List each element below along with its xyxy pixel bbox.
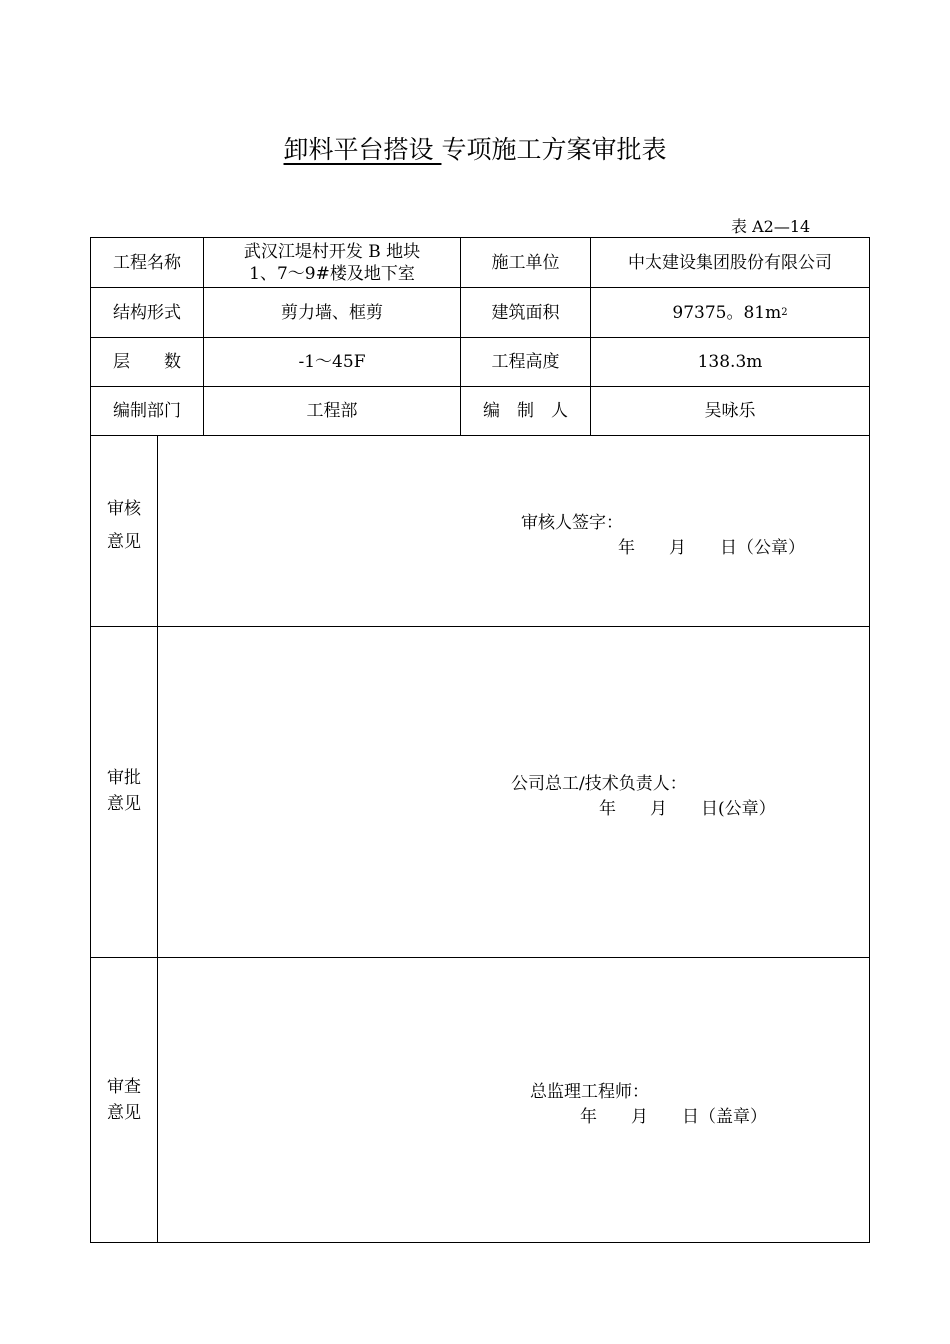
value-floors: -1～45F bbox=[298, 352, 366, 372]
supervision-date-seal: 年 月 日（盖章） bbox=[580, 1107, 767, 1127]
review-signature-label: 审核人签字： bbox=[521, 513, 623, 533]
approval-label-line2: 意见 bbox=[107, 794, 141, 814]
value-project-name bbox=[204, 238, 460, 287]
project-name-line2: 1、7～9#楼及地下室 bbox=[249, 263, 415, 284]
label-department: 编制部门 bbox=[113, 401, 181, 421]
approval-label-line1: 审批 bbox=[107, 768, 141, 788]
label-project-name: 工程名称 bbox=[113, 252, 181, 273]
building-area-unit-sup: 2 bbox=[781, 306, 788, 318]
value-building-area bbox=[591, 288, 869, 337]
approval-date-seal: 年 月 日(公章） bbox=[599, 799, 776, 819]
page-title bbox=[0, 130, 950, 166]
review-label-line2: 意见 bbox=[107, 532, 141, 552]
supervision-label-line2: 意见 bbox=[107, 1103, 141, 1123]
value-construction-unit: 中太建设集团股份有限公司 bbox=[628, 252, 832, 273]
label-author: 编 制 人 bbox=[483, 401, 568, 421]
label-floors: 层 数 bbox=[113, 352, 181, 372]
project-name-line1: 武汉江堤村开发 B 地块 bbox=[243, 241, 421, 262]
supervision-label-line1: 审查 bbox=[107, 1077, 141, 1097]
form-number: 表 A2—14 bbox=[731, 217, 811, 236]
review-date-seal: 年 月 日（公章） bbox=[618, 538, 805, 558]
approval-signature-label: 公司总工/技术负责人： bbox=[511, 774, 687, 794]
review-opinion-label bbox=[91, 493, 157, 559]
label-building-height: 工程高度 bbox=[491, 352, 560, 372]
approval-opinion-label bbox=[91, 765, 157, 817]
supervision-opinion-label bbox=[91, 1074, 157, 1126]
value-department: 工程部 bbox=[306, 401, 358, 421]
building-area-number: 97375。81m bbox=[672, 302, 782, 323]
title-underlined-part: 卸料平台搭设 bbox=[283, 135, 442, 164]
value-author: 吴咏乐 bbox=[704, 401, 756, 421]
supervision-signature-label: 总监理工程师： bbox=[530, 1082, 649, 1102]
value-structure-type: 剪力墙、框剪 bbox=[281, 302, 383, 323]
value-building-height: 138.3m bbox=[697, 352, 763, 372]
review-label-line1: 审核 bbox=[107, 499, 141, 519]
label-construction-unit: 施工单位 bbox=[491, 252, 560, 273]
label-building-area: 建筑面积 bbox=[491, 302, 560, 323]
title-rest: 专项施工方案审批表 bbox=[441, 135, 667, 164]
label-structure-type: 结构形式 bbox=[113, 302, 181, 323]
